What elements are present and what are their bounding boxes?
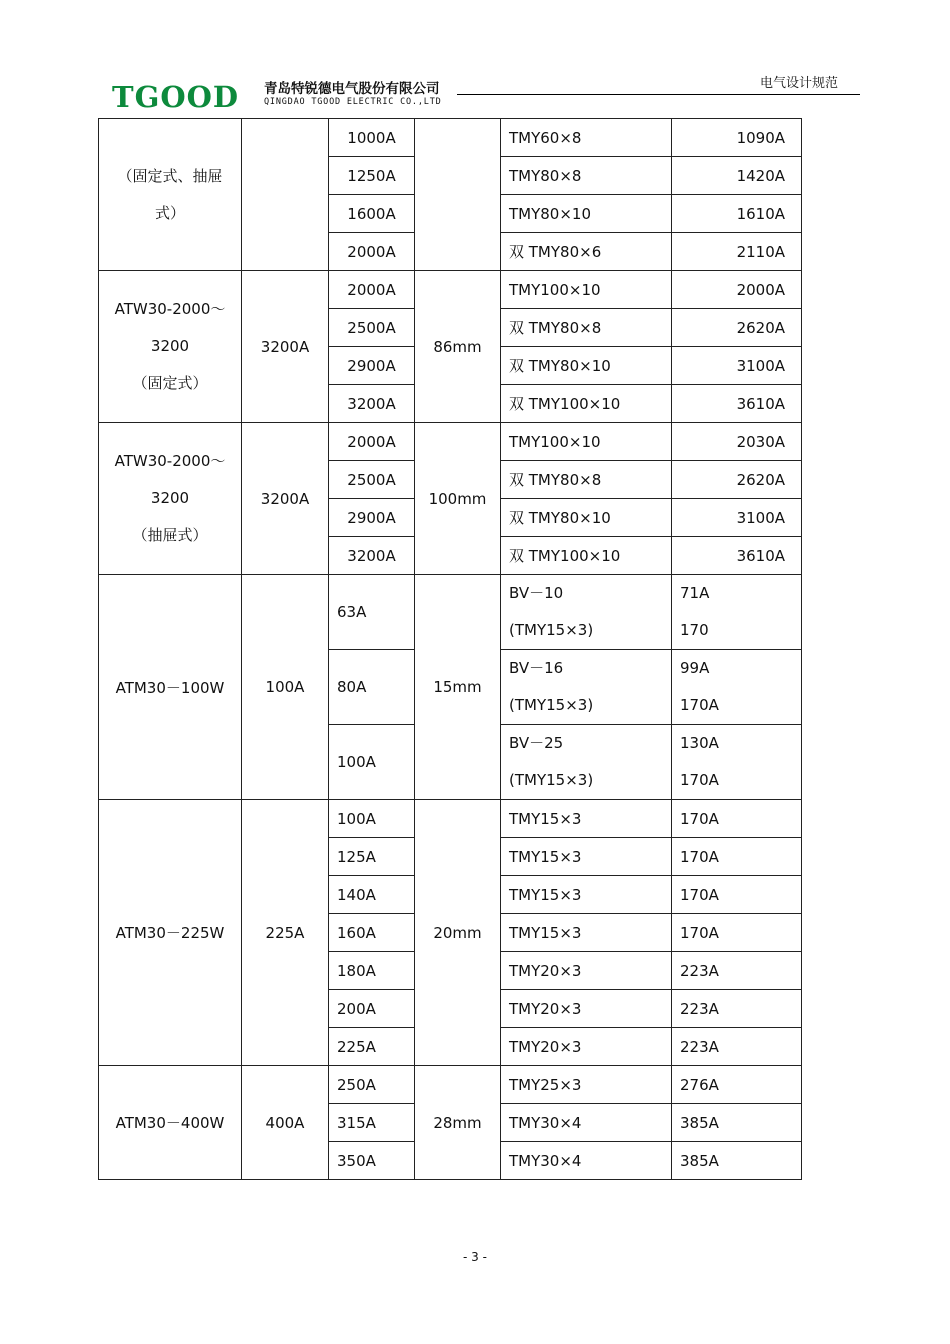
conductor-cell bbox=[501, 575, 672, 650]
conductor-cell: TMY15×3 bbox=[501, 876, 672, 914]
conductor-cell: TMY20×3 bbox=[501, 952, 672, 990]
capacity-cell: 3610A bbox=[672, 537, 802, 575]
breaker-busbar-table bbox=[98, 118, 802, 1180]
rated-current-cell: 250A bbox=[329, 1066, 415, 1104]
capacity-cell: 1420A bbox=[672, 157, 802, 195]
rated-current-cell: 3200A bbox=[329, 385, 415, 423]
capacity-cell bbox=[672, 575, 802, 650]
rated-current-cell: 160A bbox=[329, 914, 415, 952]
model-cell: ATM30－400W bbox=[99, 1066, 242, 1180]
capacity-cell: 3100A bbox=[672, 347, 802, 385]
model-text: （固定式、抽屉式） bbox=[117, 166, 223, 222]
rated-current-text: 100A bbox=[337, 752, 376, 771]
capacity-cell: 385A bbox=[672, 1104, 802, 1142]
company-name-cn: 青岛特锐德电气股份有限公司 bbox=[264, 81, 440, 97]
spacing-cell: 20mm bbox=[415, 800, 501, 1066]
conductor-cell: 双 TMY80×8 bbox=[501, 309, 672, 347]
rated-current-cell bbox=[329, 650, 415, 725]
capacity-text: 130A bbox=[680, 734, 719, 752]
rated-current-cell: 1000A bbox=[329, 119, 415, 157]
capacity-cell bbox=[672, 725, 802, 800]
rated-current-cell: 2000A bbox=[329, 423, 415, 461]
capacity-cell: 223A bbox=[672, 952, 802, 990]
model-text: （抽屉式） bbox=[132, 526, 208, 544]
rated-current-cell bbox=[329, 575, 415, 650]
conductor-cell: TMY30×4 bbox=[501, 1142, 672, 1180]
capacity-cell: 170A bbox=[672, 838, 802, 876]
spacing-cell: 28mm bbox=[415, 1066, 501, 1180]
model-text: 3200 bbox=[150, 337, 190, 355]
model-cell bbox=[99, 423, 242, 575]
model-cell: ATM30－100W bbox=[99, 575, 242, 800]
company-name-en: QINGDAO TGOOD ELECTRIC CO.,LTD bbox=[264, 97, 442, 107]
rated-current-cell: 2000A bbox=[329, 271, 415, 309]
rated-current-cell: 125A bbox=[329, 838, 415, 876]
capacity-cell: 2030A bbox=[672, 423, 802, 461]
rated-current-cell: 1250A bbox=[329, 157, 415, 195]
conductor-text: (TMY15×3) bbox=[509, 771, 594, 789]
capacity-cell: 170A bbox=[672, 800, 802, 838]
conductor-cell: TMY15×3 bbox=[501, 838, 672, 876]
conductor-cell: TMY60×8 bbox=[501, 119, 672, 157]
model-text: ATW30-2000～ bbox=[114, 452, 226, 470]
rated-current-cell: 315A bbox=[329, 1104, 415, 1142]
rated-current-text: 63A bbox=[337, 602, 367, 621]
spacing-cell: 86mm bbox=[415, 271, 501, 423]
capacity-cell: 170A bbox=[672, 876, 802, 914]
rated-current-cell: 100A bbox=[329, 800, 415, 838]
capacity-text: 170 bbox=[680, 621, 709, 639]
capacity-cell: 170A bbox=[672, 914, 802, 952]
conductor-cell: 双 TMY80×10 bbox=[501, 347, 672, 385]
capacity-text: 170A bbox=[680, 771, 719, 789]
table-row bbox=[99, 1066, 802, 1104]
table-row bbox=[99, 271, 802, 309]
company-name bbox=[264, 82, 442, 108]
conductor-text: (TMY15×3) bbox=[509, 621, 594, 639]
rated-current-cell: 200A bbox=[329, 990, 415, 1028]
table-row bbox=[99, 800, 802, 838]
page-number: - 3 - bbox=[463, 1250, 487, 1264]
conductor-cell: TMY30×4 bbox=[501, 1104, 672, 1142]
conductor-cell: TMY20×3 bbox=[501, 990, 672, 1028]
model-text: （固定式） bbox=[132, 374, 208, 392]
capacity-cell: 223A bbox=[672, 1028, 802, 1066]
conductor-cell: TMY80×8 bbox=[501, 157, 672, 195]
conductor-text: BV－16 bbox=[509, 659, 564, 677]
frame-current-cell bbox=[242, 119, 329, 271]
spacing-cell: 100mm bbox=[415, 423, 501, 575]
conductor-cell: 双 TMY80×8 bbox=[501, 461, 672, 499]
conductor-cell: 双 TMY100×10 bbox=[501, 385, 672, 423]
conductor-cell: TMY80×10 bbox=[501, 195, 672, 233]
capacity-cell: 1610A bbox=[672, 195, 802, 233]
document-title: 电气设计规范 bbox=[759, 76, 838, 91]
frame-current-cell: 225A bbox=[242, 800, 329, 1066]
capacity-cell: 2000A bbox=[672, 271, 802, 309]
rated-current-cell: 2900A bbox=[329, 347, 415, 385]
page-header bbox=[112, 78, 860, 118]
rated-current-cell: 3200A bbox=[329, 537, 415, 575]
capacity-cell: 2620A bbox=[672, 309, 802, 347]
capacity-cell: 385A bbox=[672, 1142, 802, 1180]
model-cell bbox=[99, 119, 242, 271]
model-text: ATW30-2000～ bbox=[114, 300, 226, 318]
frame-current-cell: 400A bbox=[242, 1066, 329, 1180]
conductor-cell: 双 TMY80×10 bbox=[501, 499, 672, 537]
capacity-cell: 223A bbox=[672, 990, 802, 1028]
conductor-text: BV－10 bbox=[509, 584, 564, 602]
conductor-cell: TMY100×10 bbox=[501, 423, 672, 461]
rated-current-text: 80A bbox=[337, 677, 367, 696]
capacity-cell: 3100A bbox=[672, 499, 802, 537]
table-row bbox=[99, 423, 802, 461]
capacity-cell: 2620A bbox=[672, 461, 802, 499]
rated-current-cell: 140A bbox=[329, 876, 415, 914]
spacing-cell: 15mm bbox=[415, 575, 501, 800]
frame-current-cell: 100A bbox=[242, 575, 329, 800]
table-row bbox=[99, 575, 802, 650]
conductor-cell: TMY100×10 bbox=[501, 271, 672, 309]
capacity-text: 99A bbox=[680, 659, 710, 677]
rated-current-cell: 350A bbox=[329, 1142, 415, 1180]
capacity-cell: 1090A bbox=[672, 119, 802, 157]
model-text: 3200 bbox=[150, 489, 190, 507]
rated-current-cell: 1600A bbox=[329, 195, 415, 233]
capacity-cell: 276A bbox=[672, 1066, 802, 1104]
conductor-text: (TMY15×3) bbox=[509, 696, 594, 714]
spacing-cell bbox=[415, 119, 501, 271]
conductor-cell bbox=[501, 650, 672, 725]
rated-current-cell bbox=[329, 725, 415, 800]
conductor-cell: TMY15×3 bbox=[501, 800, 672, 838]
capacity-cell: 3610A bbox=[672, 385, 802, 423]
capacity-text: 71A bbox=[680, 584, 710, 602]
tgood-logo: TGOOD bbox=[112, 80, 240, 114]
conductor-cell: TMY20×3 bbox=[501, 1028, 672, 1066]
conductor-cell: 双 TMY80×6 bbox=[501, 233, 672, 271]
conductor-cell: TMY25×3 bbox=[501, 1066, 672, 1104]
conductor-cell bbox=[501, 725, 672, 800]
header-rule bbox=[457, 94, 860, 95]
conductor-cell: TMY15×3 bbox=[501, 914, 672, 952]
rated-current-cell: 2900A bbox=[329, 499, 415, 537]
frame-current-cell: 3200A bbox=[242, 271, 329, 423]
rated-current-cell: 180A bbox=[329, 952, 415, 990]
conductor-text: BV－25 bbox=[509, 734, 564, 752]
rated-current-cell: 225A bbox=[329, 1028, 415, 1066]
rated-current-cell: 2500A bbox=[329, 461, 415, 499]
table-row bbox=[99, 119, 802, 157]
model-cell: ATM30－225W bbox=[99, 800, 242, 1066]
conductor-cell: 双 TMY100×10 bbox=[501, 537, 672, 575]
capacity-cell bbox=[672, 650, 802, 725]
capacity-cell: 2110A bbox=[672, 233, 802, 271]
capacity-text: 170A bbox=[680, 696, 719, 714]
rated-current-cell: 2000A bbox=[329, 233, 415, 271]
rated-current-cell: 2500A bbox=[329, 309, 415, 347]
frame-current-cell: 3200A bbox=[242, 423, 329, 575]
model-cell bbox=[99, 271, 242, 423]
